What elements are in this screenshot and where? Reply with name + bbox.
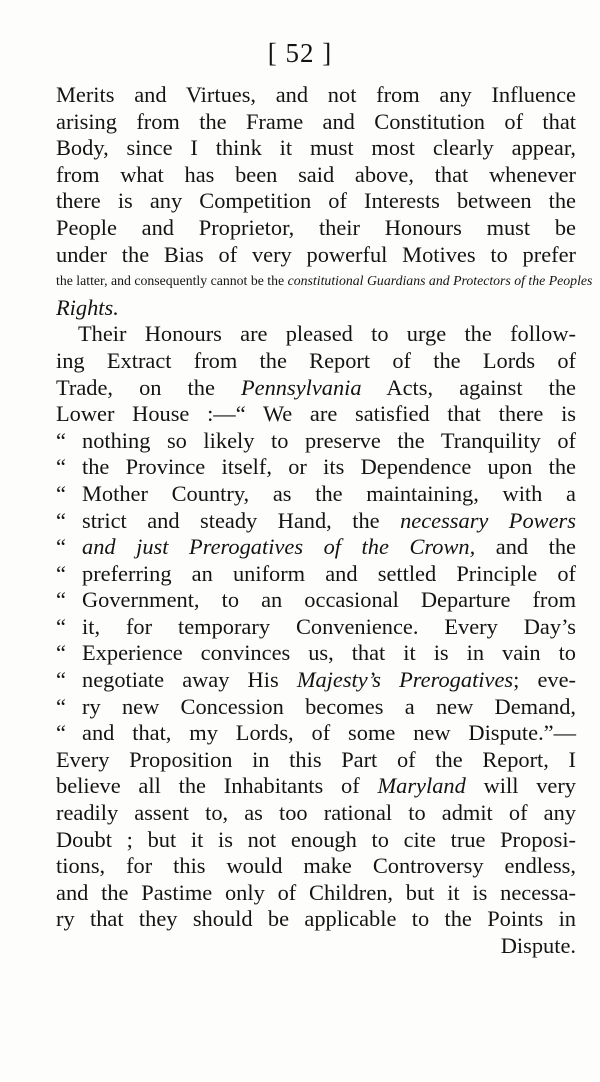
text-line: [56, 667, 576, 694]
text-line: Dispute.: [500, 933, 576, 958]
text-line: [56, 587, 576, 614]
text-run: it, for temporary Convenience. Every Day’s: [82, 613, 576, 639]
italic-run: Maryland: [377, 773, 466, 799]
quote-mark: “: [56, 587, 66, 613]
text-run: the latter, and consequently cannot be the: [56, 273, 285, 289]
text-line: [56, 694, 576, 721]
text-run: strict and steady Hand, the: [82, 507, 380, 533]
quote-mark: “: [56, 427, 66, 453]
text-line: ing Extract from the Report of the Lords of: [56, 347, 576, 373]
folio-text: [ 52 ]: [267, 38, 333, 68]
text-run: Experience convinces us, that it is in vain to: [82, 640, 576, 666]
text-run: and the: [495, 534, 576, 560]
text-run: Trade, on the: [56, 374, 215, 400]
text-line: Merits and Virtues, and not from any Influence: [56, 82, 576, 107]
text-run: will very: [483, 773, 576, 799]
text-run: ; eve-: [513, 667, 576, 693]
body-text: [56, 82, 593, 960]
quote-mark: “: [56, 693, 66, 719]
text-line: tions, for this would make Controversy endless,: [56, 853, 576, 879]
italic-run: Rights.: [56, 294, 119, 320]
italic-run: Pennsylvania: [240, 374, 362, 400]
quote-mark: “: [56, 480, 66, 506]
italic-run: and just Prerogatives of the Crown,: [82, 534, 476, 560]
text-line: [56, 268, 593, 295]
text-run: Government, to an occasional Departure from: [82, 587, 576, 613]
italic-run: constitutional Guardians and Protectors of the Peoples: [287, 273, 593, 289]
text-line: [56, 321, 576, 348]
text-line: [56, 428, 576, 455]
text-line: [56, 773, 576, 800]
text-line: under the Bias of very powerful Motives to prefer: [56, 241, 576, 267]
quote-mark: “: [56, 720, 66, 746]
text-line: [56, 508, 576, 535]
text-line: Every Proposition in this Part of the Report, I: [56, 746, 576, 772]
text-run: and that, my Lords, of some new Dispute.”—: [82, 720, 576, 746]
quote-mark: “: [56, 667, 66, 693]
page-number: [0, 38, 600, 69]
text-line: [56, 295, 576, 322]
text-run: negotiate away His: [82, 667, 279, 693]
text-line: [56, 375, 576, 402]
text-line: [56, 454, 576, 481]
text-line: Body, since I think it must most clearly appear,: [56, 135, 576, 161]
quote-mark: “: [56, 560, 66, 586]
text-run: Their Honours are pleased to urge the follow-: [78, 321, 576, 347]
text-line: there is any Competition of Interests between the: [56, 188, 576, 214]
text-line: and the Pastime only of Children, but it is necessa-: [56, 879, 576, 905]
text-run: Mother Country, as the maintaining, with a: [82, 480, 576, 506]
text-run: believe all the Inhabitants of: [56, 773, 360, 799]
text-line: [56, 481, 576, 508]
text-run: ry new Concession becomes a new Demand,: [82, 693, 576, 719]
text-line: readily assent to, as too rational to admit of any: [56, 800, 576, 826]
quote-mark: “: [56, 507, 66, 533]
quote-mark: “: [56, 613, 66, 639]
quote-mark: “: [56, 640, 66, 666]
text-line: arising from the Frame and Constitution of that: [56, 108, 576, 134]
text-line: [56, 720, 576, 747]
text-run: nothing so likely to preserve the Tranquility of: [82, 427, 576, 453]
text-run: Acts, against the: [386, 374, 576, 400]
text-line: [56, 640, 576, 667]
text-line: People and Proprietor, their Honours must be: [56, 214, 576, 240]
text-line: Doubt ; but it is not enough to cite true Proposi-: [56, 826, 576, 852]
quote-mark: “: [56, 534, 66, 560]
text-line: from what has been said above, that whenever: [56, 161, 576, 187]
text-line: [56, 561, 576, 588]
italic-run: Majesty’s Prerogatives: [296, 667, 514, 693]
italic-run: necessary Powers: [400, 507, 576, 533]
text-line: [56, 534, 576, 561]
text-line: [56, 614, 576, 641]
quote-mark: “: [56, 454, 66, 480]
text-line: Lower House :—“ We are satisfied that there is: [56, 401, 576, 427]
text-line: ry that they should be applicable to the Points in: [56, 906, 576, 932]
text-run: preferring an uniform and settled Principle of: [82, 560, 576, 586]
text-run: the Province itself, or its Dependence upon the: [82, 454, 576, 480]
